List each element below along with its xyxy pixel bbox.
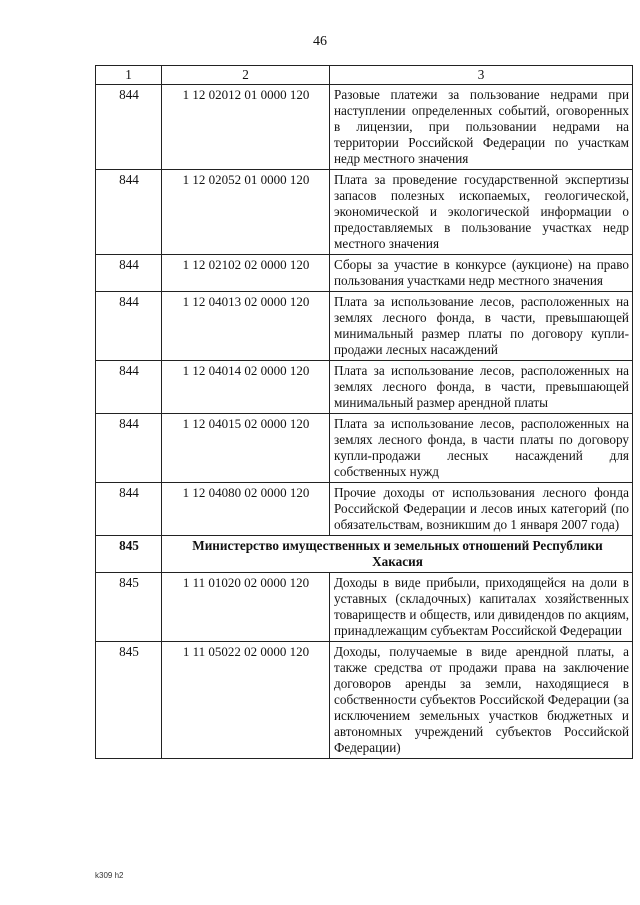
table-row [96, 85, 633, 170]
revenue-description: Разовые платежи за пользование недрами при наступлении определенных событий, оговоренных в лицензии, при пользовании недрами на территории Российской Федерации по участкам недр местного значения [330, 85, 633, 170]
document-footer-code: k309 h2 [95, 871, 124, 880]
revenue-code: 1 12 04013 02 0000 120 [162, 292, 330, 361]
table-row [96, 255, 633, 292]
ministry-header-row [96, 536, 633, 573]
ministry-code: 845 [96, 536, 162, 573]
table-row [96, 573, 633, 642]
table-row [96, 361, 633, 414]
revenue-code: 1 12 04015 02 0000 120 [162, 414, 330, 483]
revenue-code: 1 11 05022 02 0000 120 [162, 642, 330, 759]
admin-code: 844 [96, 85, 162, 170]
revenue-code: 1 12 02102 02 0000 120 [162, 255, 330, 292]
admin-code: 844 [96, 292, 162, 361]
admin-code: 844 [96, 483, 162, 536]
admin-code: 845 [96, 642, 162, 759]
table-header-row [96, 66, 633, 85]
revenue-code: 1 12 04014 02 0000 120 [162, 361, 330, 414]
revenue-code: 1 11 01020 02 0000 120 [162, 573, 330, 642]
admin-code: 845 [96, 573, 162, 642]
revenue-code: 1 12 04080 02 0000 120 [162, 483, 330, 536]
admin-code: 844 [96, 361, 162, 414]
revenue-description: Доходы, получаемые в виде арендной платы, а также средства от продажи права на заключение договоров аренды за земли, находящиеся в собственности субъектов Российской Федерации (за исключением земельных участков бюджетных и автономных учреждений субъектов Российской Федерации) [330, 642, 633, 759]
admin-code: 844 [96, 414, 162, 483]
admin-code: 844 [96, 255, 162, 292]
table-row [96, 483, 633, 536]
revenue-description: Плата за использование лесов, расположенных на землях лесного фонда, в части, превышающей минимальный размер платы по договору купли-продажи лесных насаждений [330, 292, 633, 361]
column-header-3: 3 [330, 66, 633, 85]
admin-code: 844 [96, 170, 162, 255]
revenue-description: Сборы за участие в конкурсе (аукционе) на право пользования участками недр местного значения [330, 255, 633, 292]
table-row [96, 414, 633, 483]
page-number: 46 [313, 34, 327, 49]
ministry-title: Министерство имущественных и земельных отношений Республики Хакасия [162, 536, 633, 573]
revenue-description: Плата за использование лесов, расположенных на землях лесного фонда, в части, превышающей минимальный размер арендной платы [330, 361, 633, 414]
revenue-description: Прочие доходы от использования лесного фонда Российской Федерации и лесов иных категорий (по обязательствам, возникшим до 1 января 2007 года) [330, 483, 633, 536]
column-header-1: 1 [96, 66, 162, 85]
revenue-description: Плата за использование лесов, расположенных на землях лесного фонда, в части платы по договору купли-продажи лесных насаждений для собственных нужд [330, 414, 633, 483]
revenue-description: Плата за проведение государственной экспертизы запасов полезных ископаемых, геологической, экономической и экологической информации о предоставляемых в пользование участках недр местного значения [330, 170, 633, 255]
revenue-code: 1 12 02012 01 0000 120 [162, 85, 330, 170]
column-header-2: 2 [162, 66, 330, 85]
table-row [96, 292, 633, 361]
table-row [96, 170, 633, 255]
revenue-description: Доходы в виде прибыли, приходящейся на доли в уставных (складочных) капиталах хозяйственных товариществ и обществ, или дивидендов по акциям, принадлежащим субъектам Российской Федерации [330, 573, 633, 642]
budget-codes-table [95, 65, 633, 759]
revenue-code: 1 12 02052 01 0000 120 [162, 170, 330, 255]
table-row [96, 642, 633, 759]
